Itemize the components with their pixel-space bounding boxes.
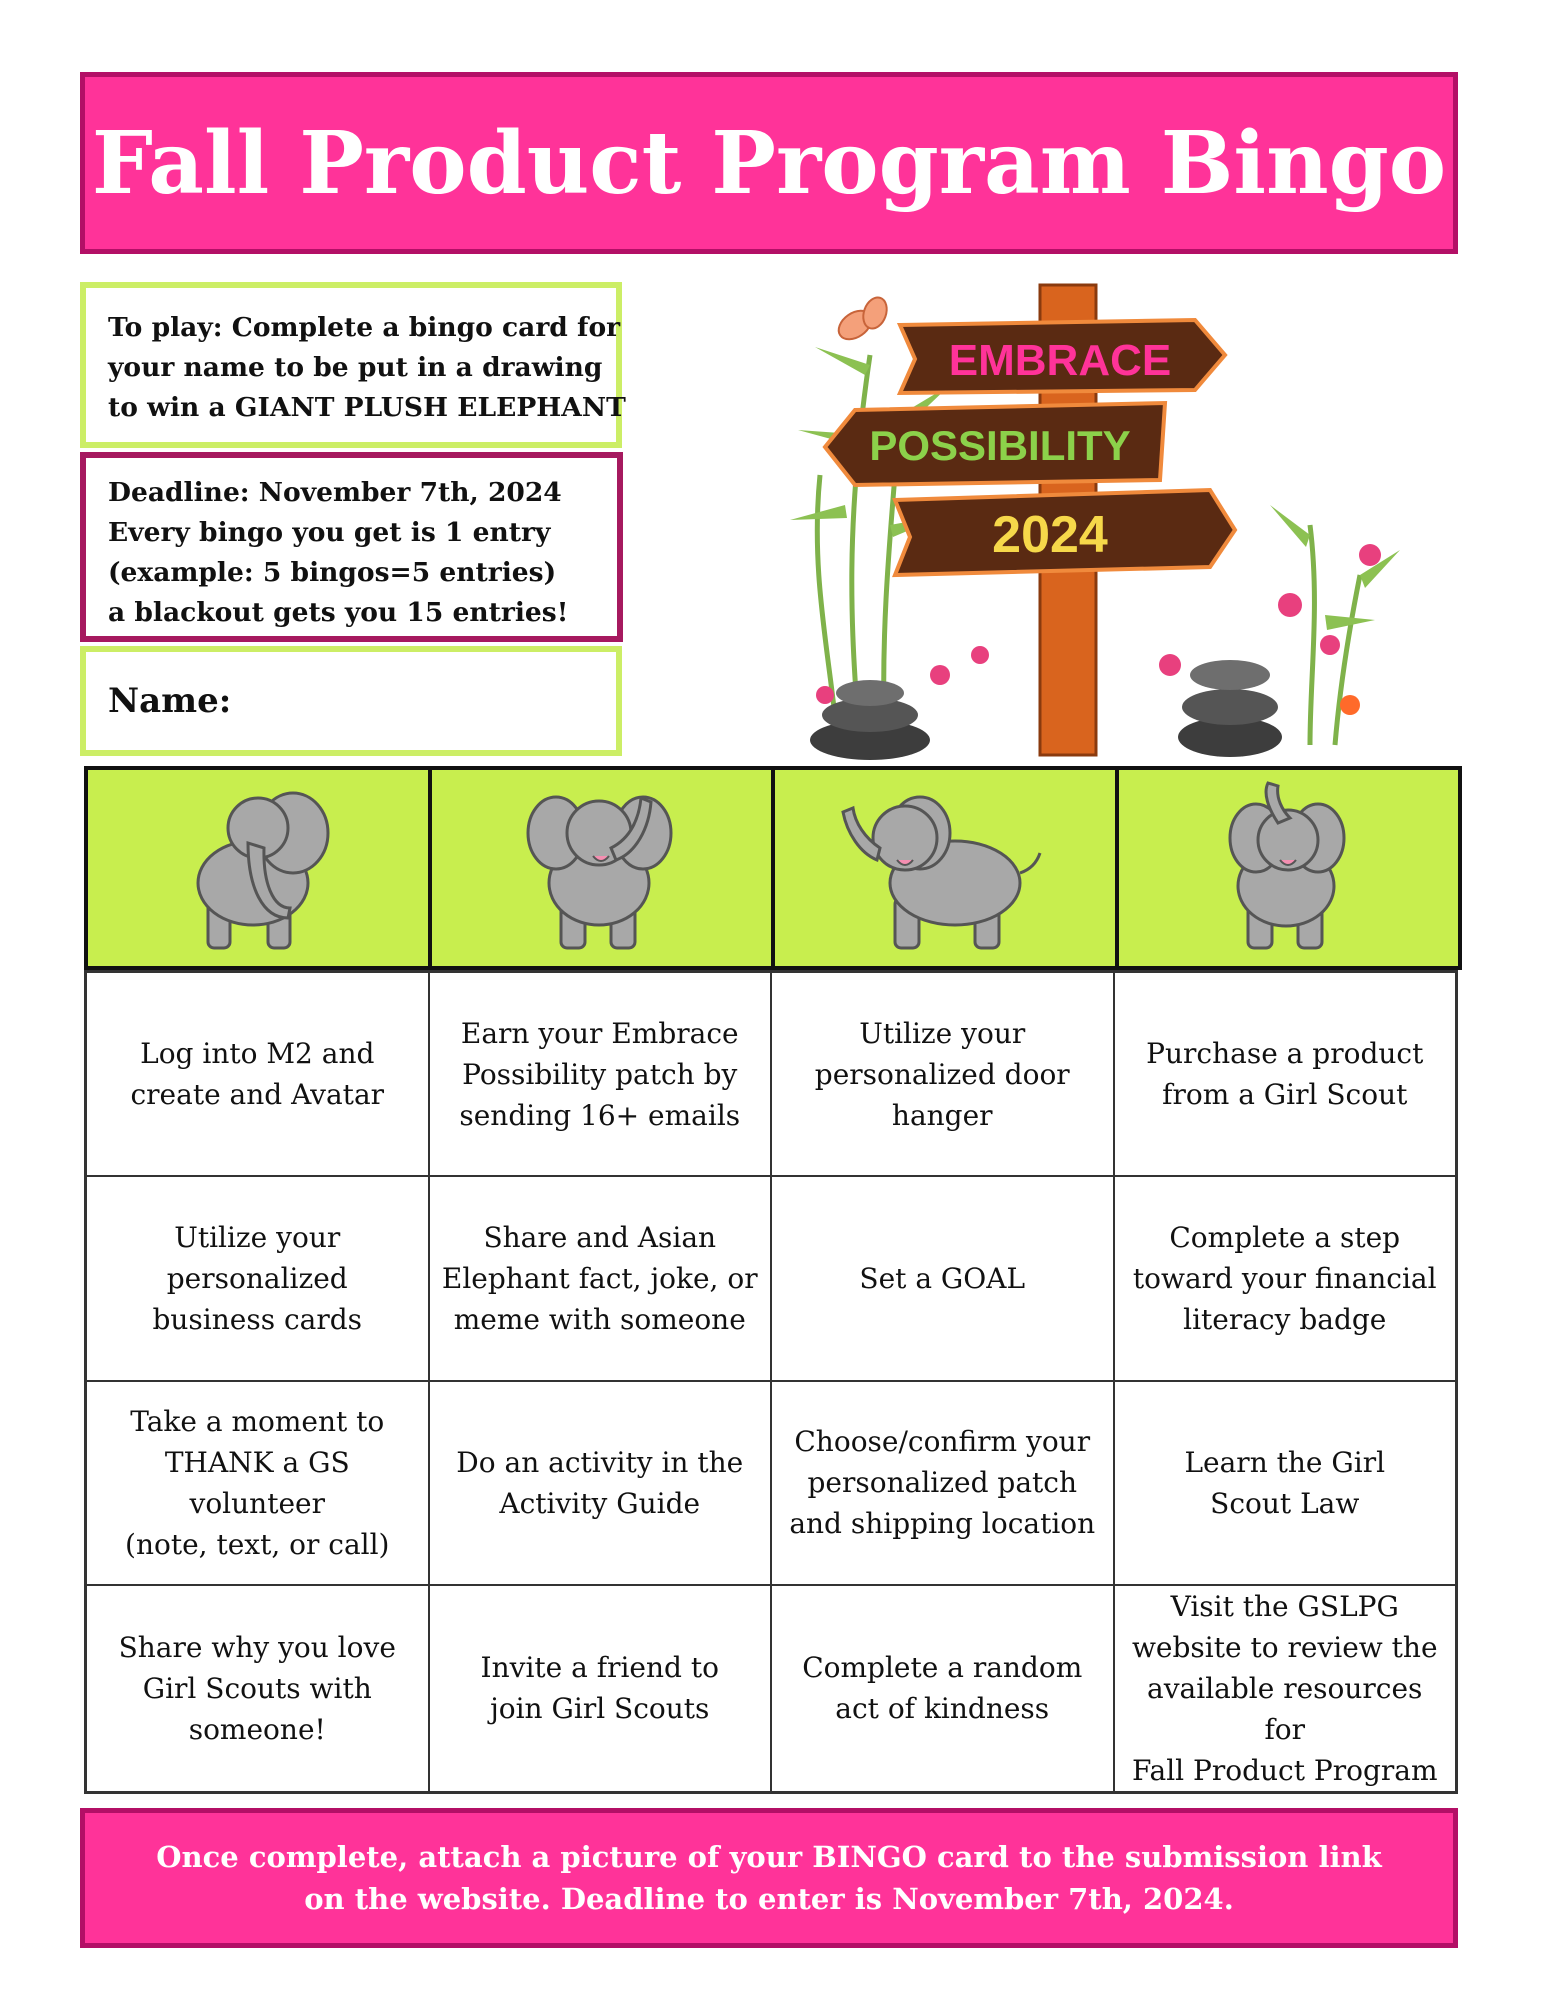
- deadline-line: (example: 5 bingos=5 entries): [108, 557, 557, 588]
- bingo-cell[interactable]: [86, 1585, 429, 1792]
- bingo-cell[interactable]: [771, 1585, 1114, 1792]
- cell-line: Earn your Embrace: [460, 1016, 739, 1050]
- page-title: Fall Product Program Bingo: [91, 112, 1447, 214]
- cell-line: Possibility patch by: [462, 1057, 738, 1091]
- cell-line: Share and Asian: [483, 1220, 717, 1254]
- bingo-cell[interactable]: [1114, 1176, 1457, 1380]
- name-label: Name:: [108, 681, 232, 721]
- bingo-cell[interactable]: [771, 1176, 1114, 1380]
- bingo-cell[interactable]: [1114, 1585, 1457, 1792]
- elephant-header-cell: [775, 770, 1119, 966]
- cell-line: (note, text, or call): [125, 1527, 390, 1561]
- cell-line: Log into M2 and: [140, 1037, 375, 1071]
- cell-line: Utilize your: [859, 1016, 1026, 1050]
- cell-line: Complete a random: [802, 1651, 1083, 1685]
- bingo-cell[interactable]: [771, 1381, 1114, 1585]
- bingo-cell[interactable]: [86, 1176, 429, 1380]
- bingo-grid: [84, 970, 1458, 1794]
- butterfly-icon: [833, 294, 890, 345]
- cell-line: Take a moment to: [130, 1404, 385, 1438]
- cell-line: Fall Product Program: [1131, 1753, 1438, 1787]
- cell-line: Set a GOAL: [859, 1261, 1026, 1295]
- footer-banner: [80, 1808, 1458, 1948]
- cell-line: Complete a step: [1169, 1220, 1401, 1254]
- elephant-icon: [1208, 778, 1368, 958]
- bingo-cell[interactable]: [86, 972, 429, 1176]
- bingo-cell[interactable]: [86, 1381, 429, 1585]
- cell-line: personalized patch: [807, 1466, 1077, 1500]
- cell-line: someone!: [188, 1712, 326, 1746]
- elephant-icon: [521, 778, 681, 958]
- bingo-cell[interactable]: [1114, 972, 1457, 1176]
- rules-line: to win a GIANT PLUSH ELEPHANT: [108, 392, 626, 423]
- cell-line: literacy badge: [1183, 1302, 1387, 1336]
- sign-text-possibility: POSSIBILITY: [869, 422, 1131, 469]
- cell-line: Scout Law: [1210, 1486, 1360, 1520]
- cell-line: toward your financial: [1132, 1261, 1437, 1295]
- cell-line: personalized door: [814, 1057, 1070, 1091]
- cell-line: Utilize your: [174, 1220, 341, 1254]
- cell-line: Elephant fact, joke, or: [441, 1261, 758, 1295]
- rules-line: your name to be put in a drawing: [108, 352, 603, 383]
- bingo-cell[interactable]: [771, 972, 1114, 1176]
- cell-line: and shipping location: [789, 1507, 1096, 1541]
- cell-line: Learn the Girl: [1184, 1445, 1386, 1479]
- cell-line: Visit the GSLPG: [1170, 1589, 1399, 1623]
- cell-line: THANK a GS volunteer: [164, 1445, 350, 1520]
- bingo-cell[interactable]: [429, 1585, 772, 1792]
- cell-line: Share why you love: [118, 1630, 396, 1664]
- cell-line: Do an activity in the: [456, 1445, 744, 1479]
- bingo-cell[interactable]: [429, 1381, 772, 1585]
- elephant-icon: [835, 778, 1055, 958]
- cell-line: business cards: [152, 1302, 363, 1336]
- cell-line: act of kindness: [835, 1692, 1050, 1726]
- elephant-icon: [178, 778, 338, 958]
- sign-text-year: 2024: [992, 506, 1108, 564]
- bingo-cell[interactable]: [1114, 1381, 1457, 1585]
- name-field[interactable]: [80, 646, 622, 756]
- elephant-header-cell: [432, 770, 776, 966]
- cell-line: website to review the: [1131, 1630, 1438, 1664]
- cell-line: Activity Guide: [499, 1486, 701, 1520]
- elephant-header-cell: [88, 770, 432, 966]
- rules-line: To play: Complete a bingo card for: [108, 312, 621, 343]
- signpost-illustration: [750, 275, 1410, 765]
- cell-line: join Girl Scouts: [490, 1692, 710, 1726]
- footer-line: Once complete, attach a picture of your BINGO card to the submission link: [156, 1840, 1382, 1874]
- cell-line: from a Girl Scout: [1162, 1078, 1408, 1112]
- title-banner: [80, 72, 1458, 254]
- cell-line: personalized: [166, 1261, 348, 1295]
- bingo-cell[interactable]: [429, 972, 772, 1176]
- cell-line: sending 16+ emails: [459, 1098, 741, 1132]
- deadline-box: [80, 452, 623, 642]
- bingo-cell[interactable]: [429, 1176, 772, 1380]
- deadline-line: a blackout gets you 15 entries!: [108, 597, 569, 628]
- elephant-header-cell: [1119, 770, 1459, 966]
- elephant-header-row: [84, 766, 1462, 970]
- deadline-line: Deadline: November 7th, 2024: [108, 477, 562, 508]
- cell-line: meme with someone: [453, 1302, 746, 1336]
- cell-line: available resources for: [1147, 1671, 1423, 1746]
- rules-box: [80, 282, 626, 448]
- cell-line: Invite a friend to: [480, 1651, 719, 1685]
- cell-line: Girl Scouts with: [142, 1671, 372, 1705]
- footer-line: on the website. Deadline to enter is November 7th, 2024.: [304, 1882, 1234, 1916]
- cell-line: Purchase a product: [1146, 1037, 1424, 1071]
- deadline-line: Every bingo you get is 1 entry: [108, 517, 551, 548]
- cell-line: Choose/confirm your: [794, 1425, 1091, 1459]
- cell-line: hanger: [891, 1098, 993, 1132]
- cell-line: create and Avatar: [130, 1078, 385, 1112]
- sign-text-embrace: EMBRACE: [948, 336, 1172, 385]
